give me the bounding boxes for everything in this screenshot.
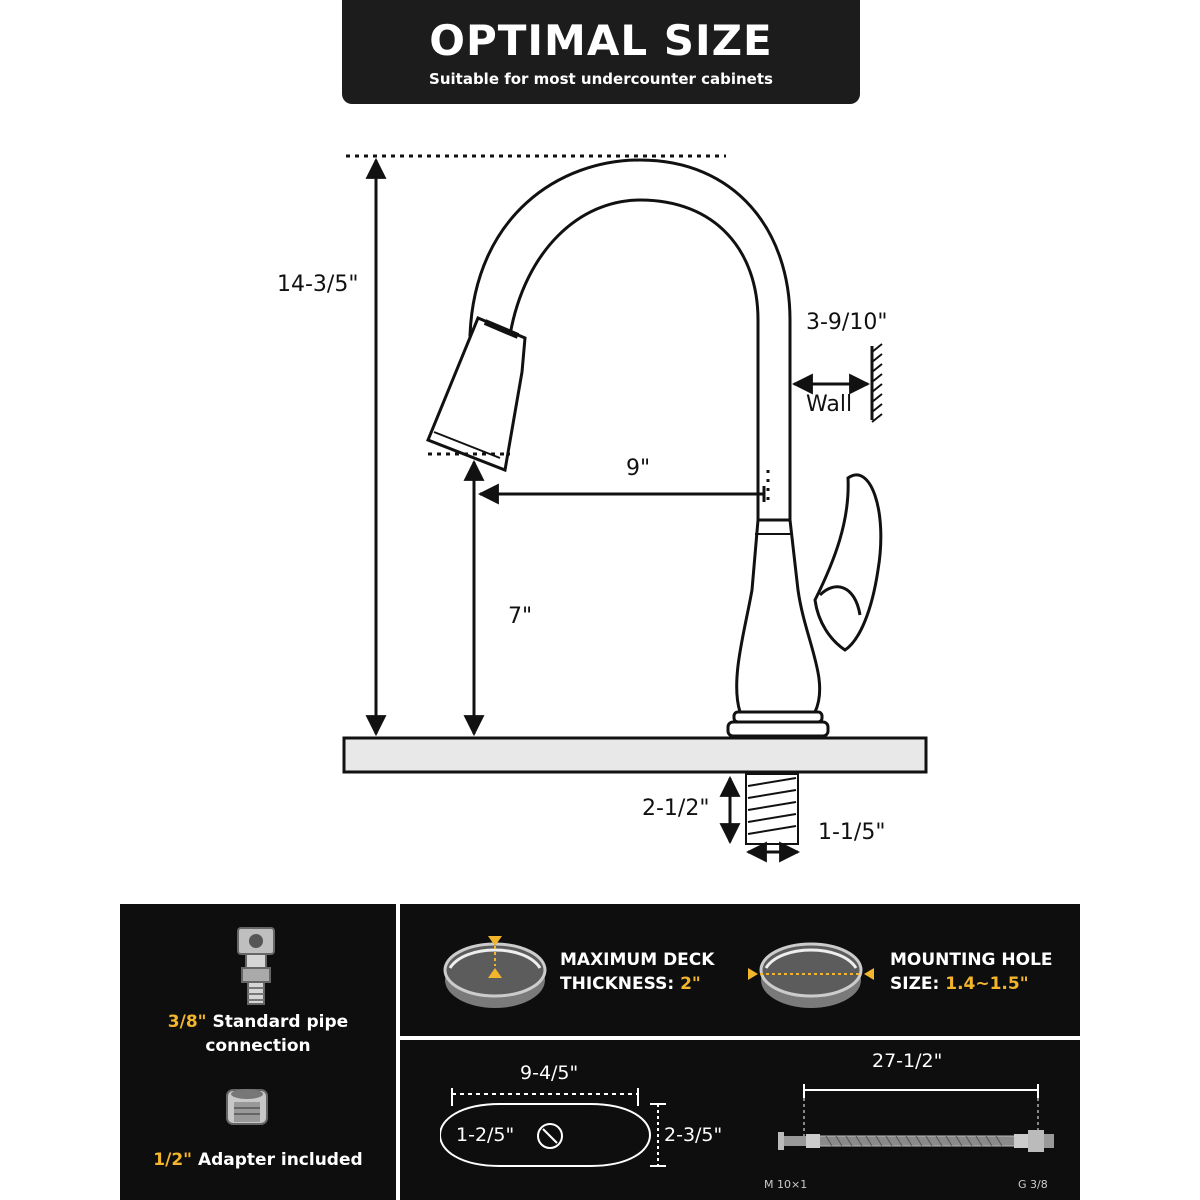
mounting-hole-icon	[746, 934, 876, 1014]
deck-thickness-text: MAXIMUM DECK THICKNESS: 2"	[560, 950, 715, 994]
mounting-hole-value: 1.4~1.5"	[945, 974, 1029, 994]
wall-clearance-label: 3-9/10"	[806, 310, 888, 335]
faucet-body	[737, 520, 820, 712]
pipe-connection-text: 3/8" Standard pipe connection	[167, 1012, 349, 1056]
hose-left-thread-label: M 10×1	[764, 1178, 808, 1191]
adapter-icon	[222, 1084, 272, 1134]
adapter-text: 1/2" Adapter included	[153, 1150, 363, 1170]
page-title: OPTIMAL SIZE	[429, 16, 773, 65]
page-subtitle: Suitable for most undercounter cabinets	[429, 70, 773, 88]
faucet-handle	[815, 475, 881, 650]
pipe-size: 3/8"	[167, 1012, 207, 1032]
mounting-hole-text: MOUNTING HOLE SIZE: 1.4~1.5"	[890, 950, 1053, 994]
shank-diameter-label: 1-1/5"	[818, 820, 886, 845]
deck-plate-drawing	[440, 1040, 740, 1200]
spout-height-label: 7"	[508, 604, 533, 629]
deck-plate-length-label: 9-4/5"	[520, 1062, 579, 1084]
spout-reach-label: 9"	[626, 456, 651, 481]
shank-length-label: 2-1/2"	[642, 796, 710, 821]
hose-length-label: 27-1/2"	[872, 1050, 943, 1072]
deck-plate-width-label: 2-3/5"	[664, 1124, 723, 1146]
pipe-fitting-icon	[226, 924, 286, 1008]
adapter-size: 1/2"	[153, 1150, 193, 1170]
spray-head	[428, 318, 525, 470]
wall-label: Wall	[806, 392, 853, 417]
deck-plate-hole-label: 1-2/5"	[456, 1124, 515, 1146]
countertop	[344, 738, 926, 772]
hose-right-thread-label: G 3/8	[1018, 1178, 1048, 1191]
deck-thickness-value: 2"	[680, 974, 701, 994]
deck-thickness-icon	[440, 934, 550, 1014]
panel-deck-and-hole	[400, 904, 1080, 1036]
panel-deck-plate-and-hose	[400, 1040, 1080, 1200]
panel-connections	[120, 904, 396, 1200]
total-height-label: 14-3/5"	[277, 272, 359, 297]
